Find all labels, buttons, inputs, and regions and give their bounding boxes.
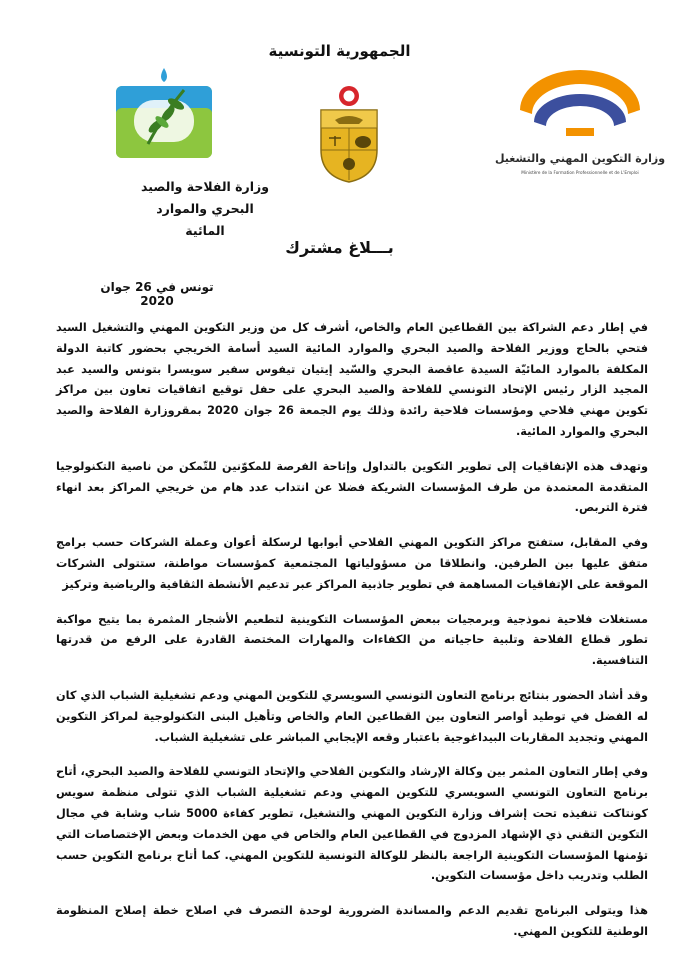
agriculture-ministry-line-1: وزارة الفلاحة والصيد البحري والموارد	[141, 179, 269, 216]
paragraph: في إطار دعم الشراكة بين القطاعين العام والخاص، أشرف كل من وزير التكوين المهني والتشغيل السيد فتحي بالحاج ووزير الفلاحة والصيد البحري والموارد المائية السيد أسامة الخريجي بحضور كاتبة الدولة المكلفة بالموارد المائيّة السيدة عاقصة البحري والسّيد إيتيان تيفوس سفير سويسرا بتونس والسيد عبد المجيد الزار رئيس الإتحاد التونسي للفلاحة والصيد البحري على حفل توقيع اتفاقيات تعاون بين مراكز تكوين مهني فلاحي ومؤسسات فلاحية رائدة وذلك يوم الجمعة 26 جوان 2020 بمقروزارة الفلاحة والصيد البحري والموارد المائية.	[56, 321, 649, 438]
agriculture-ministry-name	[130, 176, 280, 242]
document-body	[56, 318, 648, 957]
paragraph: هذا ويتولى البرنامج تقديم الدعم والمساندة الضرورية لوحدة التصرف في اصلاح خطة إصلاح المنظومة الوطنية للتكوين المهني.	[56, 904, 648, 938]
training-ministry-name-fr: Ministère de la Formation Professionnelle et de L'Emploi	[521, 170, 639, 175]
document-date: تونس في 26 جوان 2020	[100, 280, 214, 308]
paragraph: وتهدف هذه الإتفاقيات إلى تطوير التكوين بالتداول وإتاحة الفرصة للمكوّنين للتّمكن من ناصية التكنولوجيا المتقدمة المعتمدة من طرف المؤسسات الشريكة فضلا عن انتداب عدد هام من خريجي المراكز بعد انهاء فترة التربص.	[56, 459, 648, 515]
paragraph: وفي إطار التعاون المثمر بين وكالة الإرشاد والتكوين الفلاحي والإتحاد التونسي للفلاحة والصيد البحري، أتاح برنامج التعاون التونسي السويسري للتكوين المهني ودعم تشغيلية الشباب الذي تتولى منظمة سويس كونتاكت تنفيذه تحت إشراف وزارة التكوين المهني والتشغيل، تطوير كفاءة 5000 شاب وشابة في مجال التكوين التقني ذي الإشهاد المزدوج في القطاعين العام والخاص في مهن الخدمات وبعض الإختصاصات التي تؤمنها المؤسسات التكوينية الراجعة بالنظر للوكالة التونسية للتكوين المهني. كما أتاح برنامج التكوين حسب الطلب وتدريب داخل مؤسسات التكوين.	[56, 765, 648, 883]
republic-heading: الجمهورية التونسية	[268, 42, 411, 60]
paragraph: وقد أشاد الحضور بنتائج برنامج التعاون التونسي السويسري للتكوين المهني ودعم تشغيلية الشباب الذي كان له الفضل في توطيد أواصر التعاون بين القطاعين العام والخاص وتأهيل البنى التكنولوجية لمراكز التكوين المهني وتجديد المقاربات البيداغوجية باعتبار وقعه الإيجابي المباشر على تشغيلية الشباب.	[56, 688, 648, 744]
training-ministry-logo	[494, 70, 666, 182]
tunisia-emblem	[313, 84, 385, 184]
paragraph: مستغلات فلاحية نموذجية وبرمجيات ببعض المؤسسات التكوينية لتطعيم الأشجار المثمرة بما يتيح مواكبة تطور قطاع الفلاحة وتلبية حاجياته من الكفاءات والمهارات المختصة القادرة على الرفع من قدرتها التنافسية.	[56, 612, 648, 668]
training-ministry-name: وزارة التكوين المهني والتشغيل	[494, 152, 666, 165]
agriculture-ministry-line-2: المائية	[185, 223, 225, 238]
document-title: بـــلاغ مشترك	[285, 238, 394, 257]
agriculture-ministry-logo	[108, 64, 220, 164]
paragraph: وفي المقابل، ستفتح مراكز التكوين المهني الفلاحي أبوابها لرسكلة أعوان وعملة الشركات حسب برامج متفق عليها بين الطرفين. وانطلاقا من مسؤولياتها المجتمعية كمؤسسات مواطنة، ستتولى الشركات الموقعة على الإتفاقيات المساهمة في تطوير جاذبية المراكز عبر تدعيم الأنشطة الثقافية والرياضية وتركيز	[56, 536, 648, 591]
